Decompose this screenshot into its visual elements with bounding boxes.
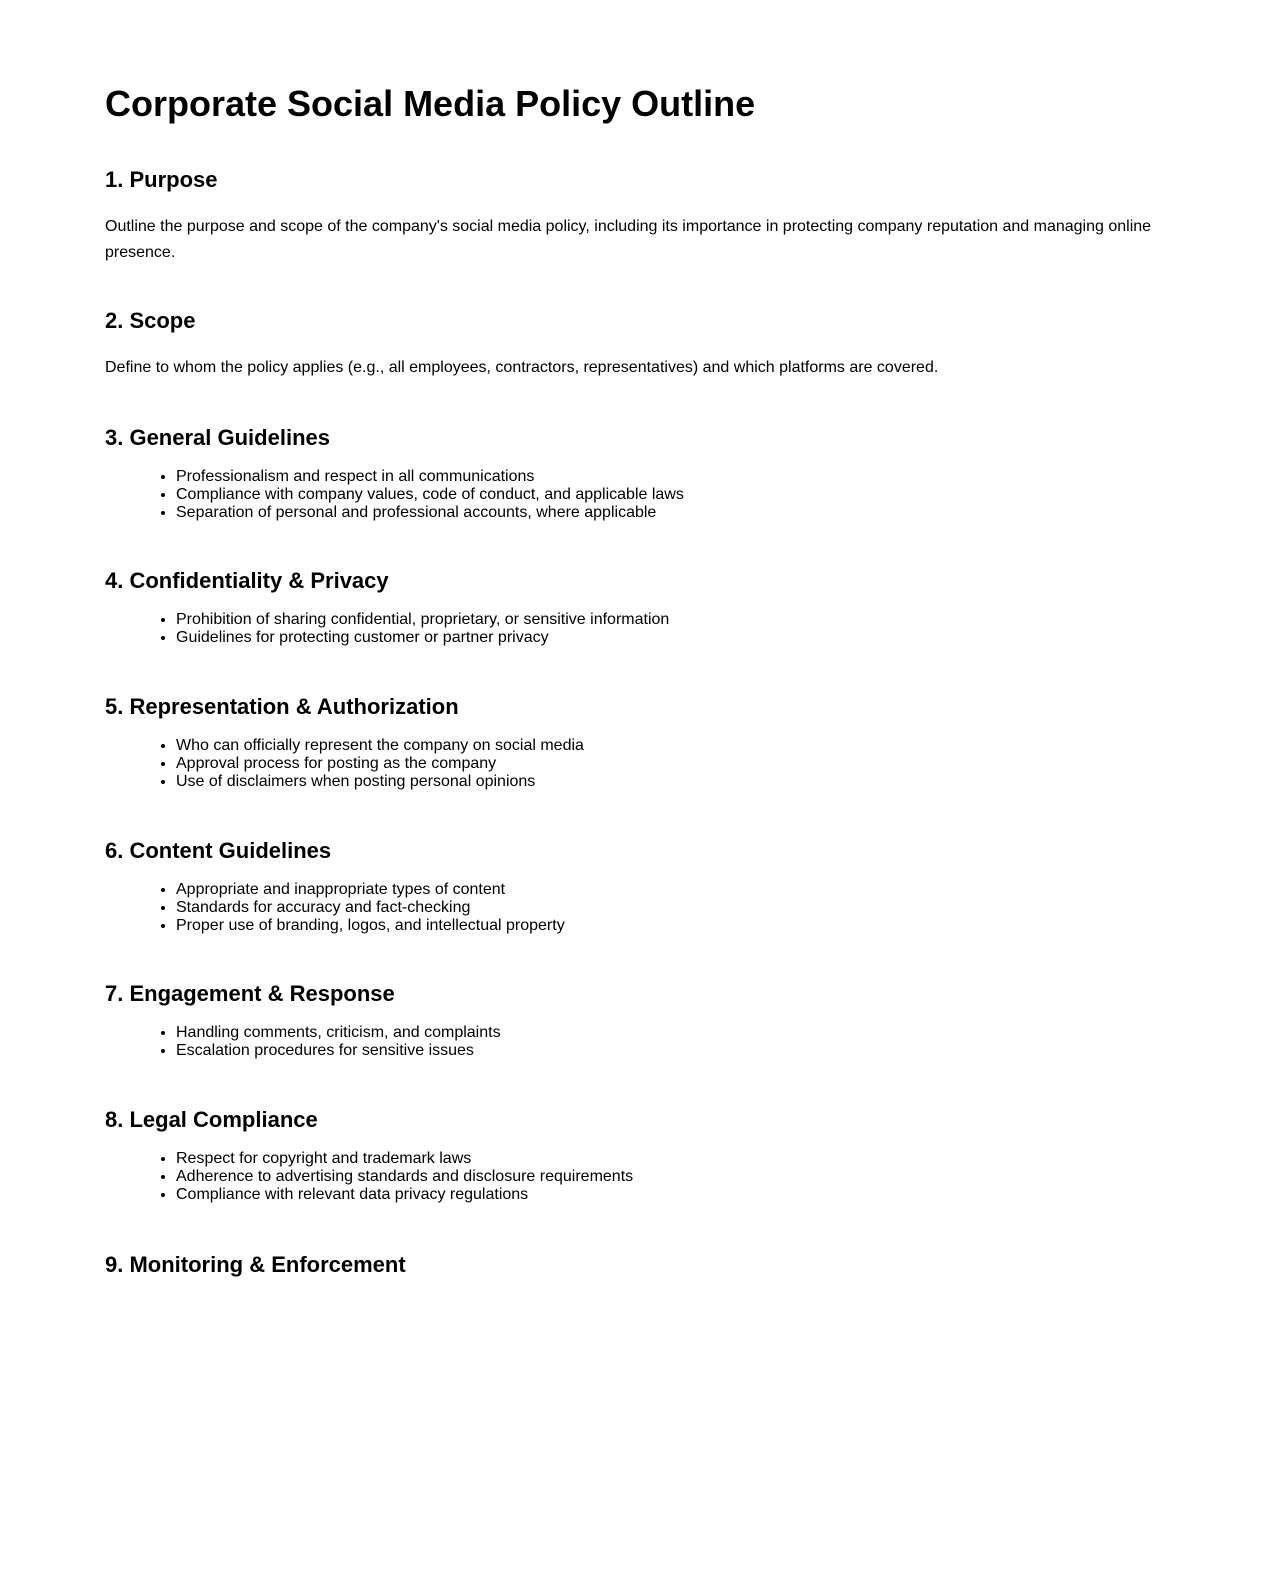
bullet-list [105,737,1158,791]
section-scope [105,307,1158,381]
section-purpose [105,166,1158,266]
list-item: • Professionalism and respect in all communications [176,468,1158,486]
section-heading: 9. Monitoring & Enforcement [105,1252,406,1277]
list-item: • Respect for copyright and trademark laws [176,1150,1158,1168]
section-heading: 7. Engagement & Response [105,981,395,1006]
section-heading: 1. Purpose [105,167,218,192]
list-item: • Separation of personal and professional accounts, where applicable [176,504,1158,522]
list-item: • Compliance with company values, code of conduct, and applicable laws [176,486,1158,504]
list-item: • Compliance with relevant data privacy regulations [176,1186,1158,1204]
section-heading: 8. Legal Compliance [105,1107,318,1132]
section-monitoring-enforcement [105,1251,1158,1279]
list-item: • Approval process for posting as the company [176,755,1158,773]
list-item: • Standards for accuracy and fact-checking [176,899,1158,917]
list-item: • Adherence to advertising standards and disclosure requirements [176,1168,1158,1186]
bullet-list [105,611,1158,647]
bullet-list [105,1150,1158,1204]
section-paragraph: Define to whom the policy applies (e.g., all employees, contractors, representatives) and which platforms are covered. [105,359,939,376]
section-heading: 6. Content Guidelines [105,838,332,863]
list-item: • Proper use of branding, logos, and intellectual property [176,917,1158,935]
document-title: Corporate Social Media Policy Outline [105,83,756,124]
section-engagement-response [105,980,1158,1060]
section-heading: 3. General Guidelines [105,425,330,450]
bullet-list [105,881,1158,935]
list-item: • Prohibition of sharing confidential, proprietary, or sensitive information [176,611,1158,629]
bullet-list [105,1024,1158,1060]
section-heading: 2. Scope [105,308,196,333]
list-item: • Use of disclaimers when posting personal opinions [176,773,1158,791]
bullet-list [105,468,1158,522]
section-heading: 4. Confidentiality & Privacy [105,568,389,593]
section-paragraph: Outline the purpose and scope of the company's social media policy, including its importance in protecting company reputation and managing online presence. [105,218,1152,261]
list-item: • Who can officially represent the company on social media [176,737,1158,755]
section-representation-authorization [105,693,1158,791]
section-confidentiality-privacy [105,567,1158,647]
section-general-guidelines [105,424,1158,522]
list-item: • Escalation procedures for sensitive issues [176,1042,1158,1060]
list-item: • Appropriate and inappropriate types of content [176,881,1158,899]
list-item: • Guidelines for protecting customer or partner privacy [176,629,1158,647]
list-item: • Handling comments, criticism, and complaints [176,1024,1158,1042]
section-content-guidelines [105,837,1158,935]
section-heading: 5. Representation & Authorization [105,694,459,719]
section-legal-compliance [105,1106,1158,1204]
